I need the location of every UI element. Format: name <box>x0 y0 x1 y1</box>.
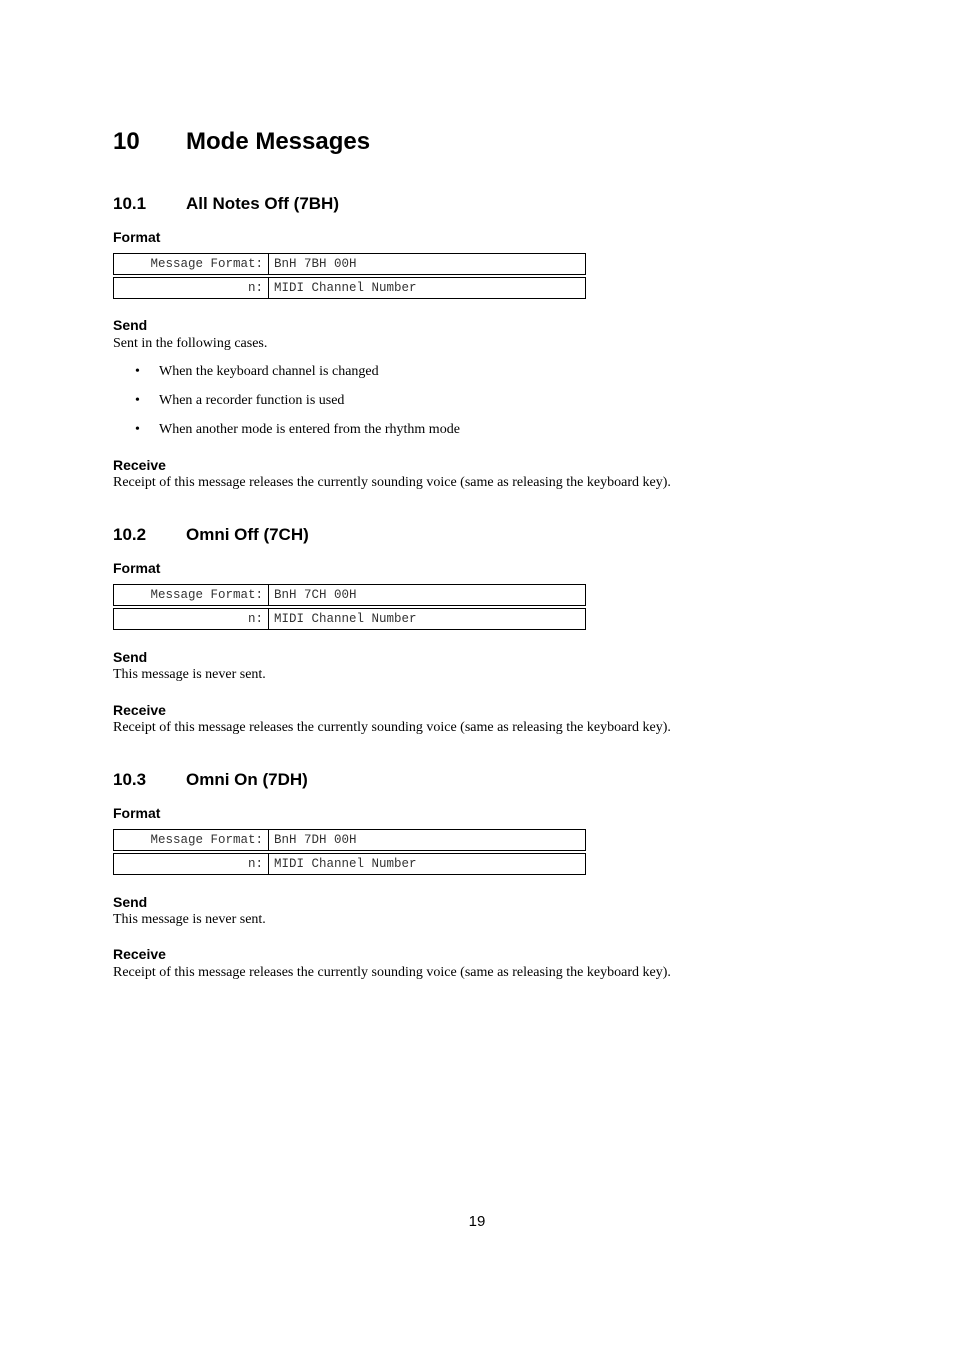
chapter-number: 10 <box>113 128 140 155</box>
format-key: n: <box>114 609 269 630</box>
list-item <box>113 422 460 451</box>
format-value: MIDI Channel Number <box>269 854 586 875</box>
bullet: • <box>135 422 140 437</box>
chapter-title: Mode Messages <box>186 128 371 155</box>
send-label: Send <box>113 649 148 665</box>
table-row <box>114 585 586 606</box>
list-item-text: When a recorder function is used <box>159 393 345 408</box>
section-heading <box>113 770 753 790</box>
receive-label: Receive <box>113 457 166 473</box>
section-number: 10.3 <box>113 770 147 789</box>
table-row <box>114 830 586 851</box>
format-key: n: <box>114 854 269 875</box>
send-text: Sent in the following cases. <box>113 336 268 351</box>
format-value: MIDI Channel Number <box>269 278 586 299</box>
receive-text: Receipt of this message releases the currently sounding voice (same as releasing the keyboard key). <box>113 965 671 980</box>
section-heading <box>113 194 753 214</box>
page-number: 19 <box>468 1213 486 1230</box>
send-case-list <box>113 364 460 451</box>
format-table <box>113 584 586 630</box>
format-key: n: <box>114 278 269 299</box>
format-value: BnH 7DH 00H <box>269 830 586 851</box>
receive-label: Receive <box>113 702 166 718</box>
format-value: BnH 7CH 00H <box>269 585 586 606</box>
list-item-text: When another mode is entered from the rhythm mode <box>159 422 460 437</box>
list-item <box>113 364 460 393</box>
format-value: BnH 7BH 00H <box>269 254 586 275</box>
send-label: Send <box>113 894 148 910</box>
table-row <box>114 609 586 630</box>
format-label: Format <box>113 805 161 821</box>
format-key: Message Format: <box>114 585 269 606</box>
section-heading <box>113 525 753 545</box>
list-item-text: When the keyboard channel is changed <box>159 364 379 379</box>
section-title: Omni On (7DH) <box>186 770 308 789</box>
table-row <box>114 278 586 299</box>
send-text: This message is never sent. <box>113 667 266 682</box>
format-label: Format <box>113 560 161 576</box>
receive-label: Receive <box>113 946 166 962</box>
table-row <box>114 254 586 275</box>
section-number: 10.2 <box>113 525 147 544</box>
section-title: All Notes Off (7BH) <box>186 194 339 213</box>
send-label: Send <box>113 317 148 333</box>
format-table <box>113 829 586 875</box>
list-item <box>113 393 460 422</box>
format-table <box>113 253 586 299</box>
section-title: Omni Off (7CH) <box>186 525 309 544</box>
format-value: MIDI Channel Number <box>269 609 586 630</box>
chapter-heading <box>113 128 370 156</box>
bullet: • <box>135 393 140 408</box>
receive-text: Receipt of this message releases the currently sounding voice (same as releasing the keyboard key). <box>113 720 671 735</box>
format-key: Message Format: <box>114 830 269 851</box>
section-number: 10.1 <box>113 194 147 213</box>
table-row <box>114 854 586 875</box>
format-label: Format <box>113 229 161 245</box>
bullet: • <box>135 364 140 379</box>
receive-text: Receipt of this message releases the currently sounding voice (same as releasing the keyboard key). <box>113 475 671 490</box>
send-text: This message is never sent. <box>113 912 266 927</box>
format-key: Message Format: <box>114 254 269 275</box>
